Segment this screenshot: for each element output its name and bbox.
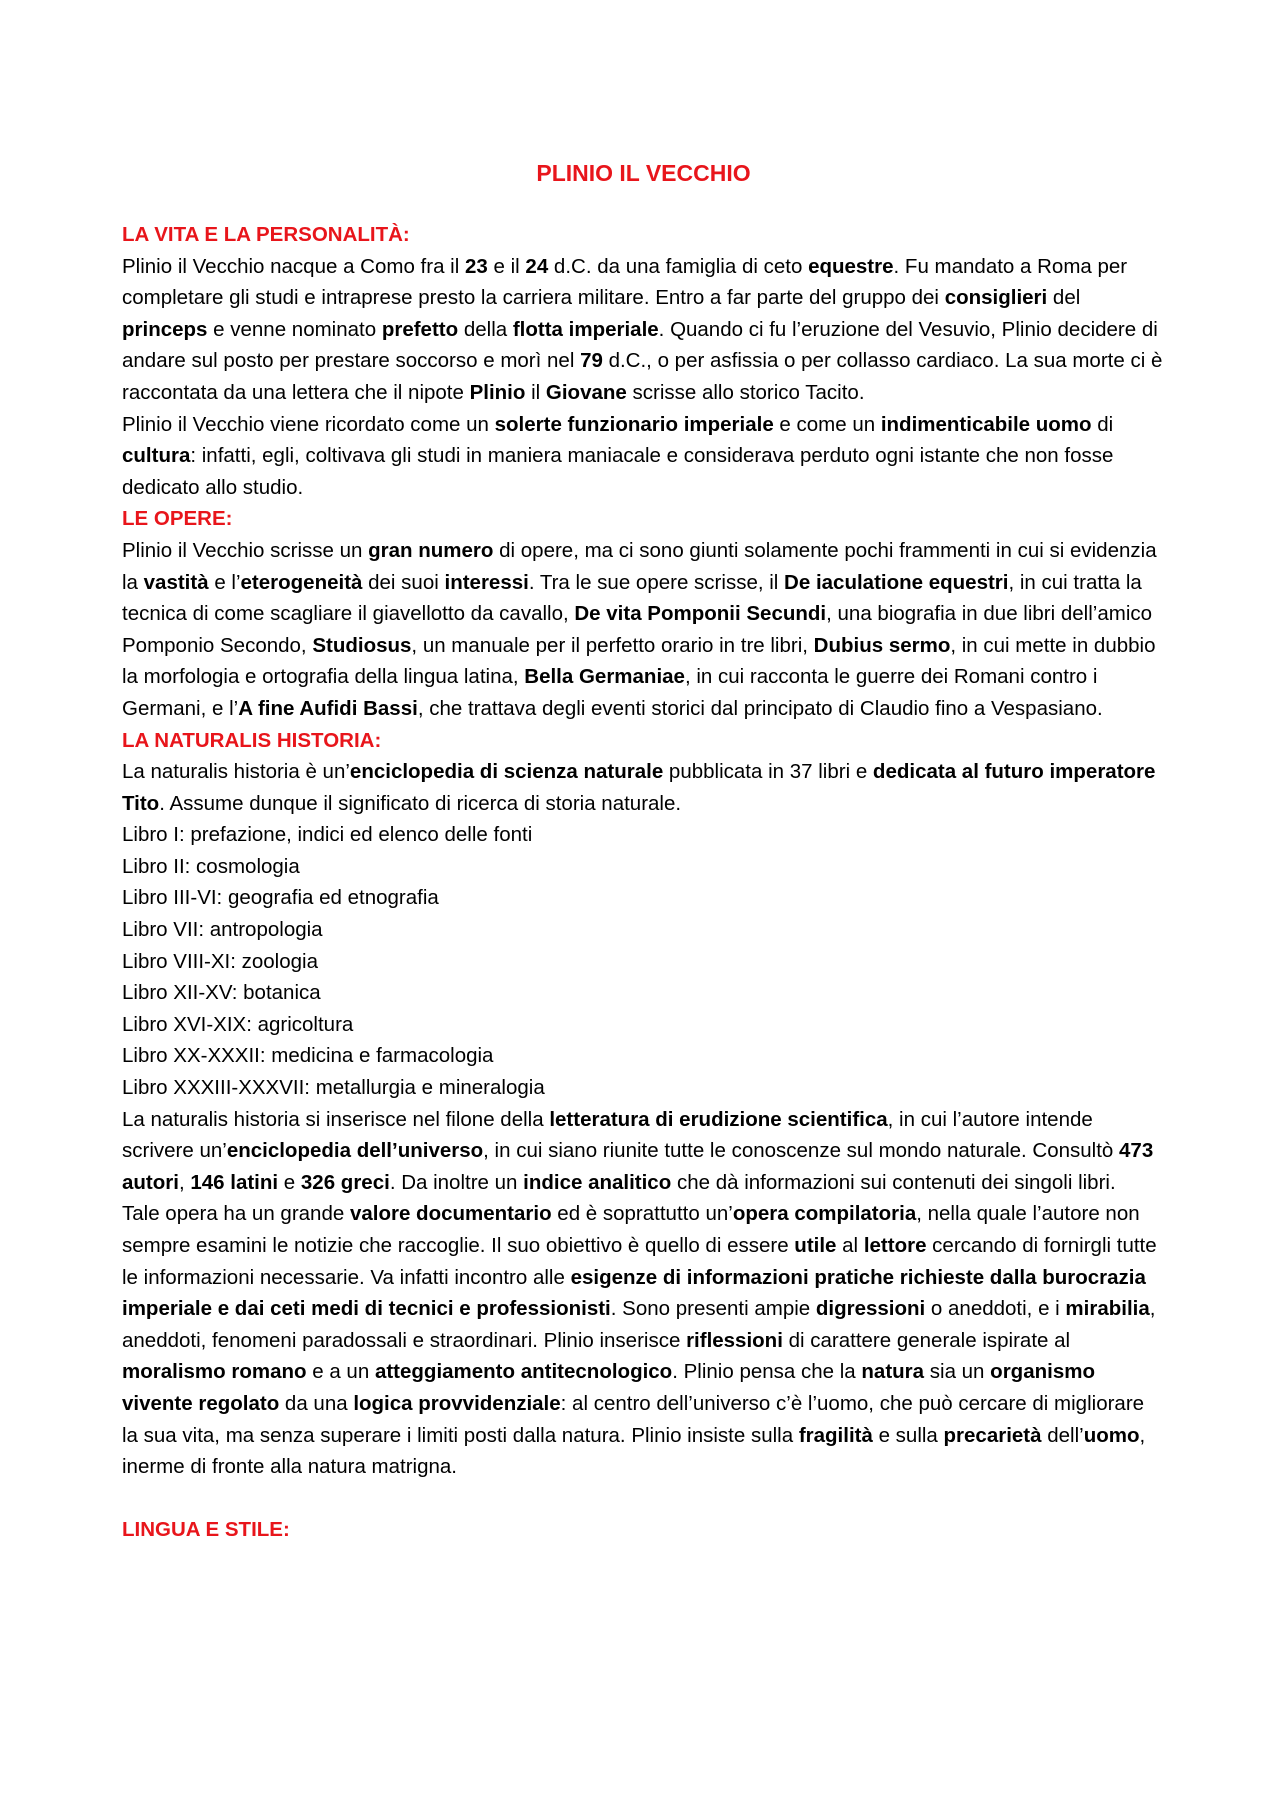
section-naturalis-historia	[122, 725, 1165, 1483]
bold-text: Studiosus	[312, 633, 412, 657]
text-run: Plinio il Vecchio viene ricordato come un	[122, 412, 495, 436]
text-run: : al centro dell’universo c’è l’uomo, che può cercare di migliorare la sua vita, ma senza superare i limiti posti dalla natura. Plinio insiste sulla	[122, 1391, 1145, 1447]
bold-text: De vita Pomponii Secundi	[574, 602, 827, 626]
text-run: Plinio il Vecchio scrisse un	[122, 538, 369, 562]
text-run: , una biografia in due libri dell’amico Pomponio Secondo,	[122, 602, 1153, 657]
bold-text: letteratura di erudizione scientifica	[549, 1107, 888, 1131]
bold-text: 24	[525, 254, 549, 278]
bold-text: indice analitico	[523, 1170, 672, 1194]
bold-text: solerte funzionario imperiale	[494, 412, 774, 436]
text-run: da una	[279, 1391, 354, 1415]
text-run: pubblicata in 37 libri e	[663, 760, 873, 784]
text-run: . Sono presenti ampie	[610, 1297, 816, 1321]
section-heading: LE OPERE:	[122, 507, 233, 531]
text-run: , in cui mette in dubbio la morfologia e ortografia della lingua latina,	[122, 633, 1156, 689]
text-run: al	[836, 1234, 864, 1257]
paragraph	[122, 1104, 1165, 1199]
bold-text: opera compilatoria	[732, 1202, 917, 1226]
text-run: , in cui siano riunite tutte le conoscenze sul mondo naturale. Consultò	[483, 1139, 1120, 1163]
section-opere	[122, 503, 1165, 724]
text-run: e come un	[773, 412, 881, 436]
bold-text: Giovane	[545, 380, 627, 404]
book-list-item: Libro XXXIII-XXXVII: metallurgia e mineralogia	[122, 1076, 545, 1100]
bold-text: De iaculatione equestri	[784, 570, 1009, 594]
bold-text: atteggiamento antitecnologico	[374, 1360, 673, 1384]
text-run: . Quando ci fu l’eruzione del Vesuvio, Plinio decidere di andare sul posto per prestare soccorso e morì nel	[122, 317, 1158, 373]
text-run: dell’	[1041, 1423, 1084, 1447]
text-run: ,	[178, 1170, 191, 1194]
text-run: Plinio il Vecchio nacque a Como fra il	[122, 254, 465, 278]
text-run: di	[1091, 412, 1114, 436]
bold-text: logica provvidenziale	[353, 1391, 561, 1415]
text-run: , aneddoti, fenomeni paradossali e straordinari. Plinio inserisce	[122, 1297, 1156, 1352]
text-run: , in cui racconta le guerre dei Romani contro i Germani, e l’	[122, 665, 1098, 720]
paragraph	[122, 535, 1165, 725]
book-list-item: Libro XX-XXXII: medicina e farmacologia	[122, 1044, 494, 1068]
text-run: scrisse allo storico Tacito.	[626, 380, 865, 404]
text-run: d.C., o per asfissia o per collasso cardiaco. La sua morte ci è raccontata da una lettera che il nipote	[122, 349, 1163, 404]
paragraph	[122, 756, 1165, 819]
book-list-item: Libro XII-XV: botanica	[122, 981, 321, 1005]
text-run: sia un	[924, 1360, 991, 1384]
bold-text: uomo	[1083, 1423, 1140, 1447]
bold-text: vastità	[143, 570, 209, 594]
text-run: La naturalis historia si inserisce nel filone della	[122, 1107, 550, 1131]
book-list-item: Libro VIII-XI: zoologia	[122, 949, 318, 973]
section-heading: LINGUA E STILE:	[122, 1518, 290, 1542]
bold-text: moralismo romano	[122, 1360, 307, 1384]
text-run: , inerme di fronte alla natura matrigna.	[122, 1423, 1146, 1479]
text-run: , nella quale l’autore non sempre esamini le notizie che raccoglie. Il suo obiettivo è quello di essere	[122, 1202, 1140, 1257]
text-run: d.C. da una famiglia di ceto	[548, 254, 809, 278]
bold-text: mirabilia	[1065, 1297, 1150, 1321]
bold-text: precarietà	[943, 1423, 1042, 1447]
text-run: il	[525, 380, 546, 404]
bold-text: 79	[580, 349, 603, 373]
bold-text: gran numero	[368, 538, 494, 562]
text-run: dei suoi	[362, 570, 445, 594]
text-run: Tale opera ha un grande	[122, 1202, 350, 1226]
text-run: di opere, ma ci sono giunti solamente pochi frammenti in cui si evidenzia la	[122, 538, 1157, 594]
text-run: della	[458, 317, 513, 341]
text-run: o aneddoti, e i	[925, 1297, 1066, 1321]
text-run: e sulla	[872, 1423, 944, 1447]
bold-text: utile	[794, 1234, 837, 1257]
bold-text: dedicata al futuro imperatore Tito	[122, 760, 1156, 815]
bold-text: natura	[861, 1360, 925, 1384]
text-run: del	[1047, 286, 1081, 310]
section-vita	[122, 219, 1165, 503]
text-run: cercando di fornirgli tutte le informazioni necessarie. Va infatti incontro alle	[122, 1234, 1157, 1289]
section-heading: LA VITA E LA PERSONALITÀ:	[122, 223, 410, 246]
bold-text: interessi	[444, 570, 529, 594]
text-run: . Tra le sue opere scrisse, il	[528, 570, 785, 594]
bold-text: flotta imperiale	[512, 317, 659, 341]
bold-text: equestre	[808, 254, 894, 278]
book-list-item: Libro II: cosmologia	[122, 854, 300, 878]
bold-text: lettore	[863, 1234, 927, 1257]
text-run: e	[278, 1170, 301, 1194]
bold-text: riflessioni	[686, 1328, 783, 1352]
book-list-item: Libro VII: antropologia	[122, 918, 323, 942]
book-list-item: Libro III-VI: geografia ed etnografia	[122, 886, 439, 910]
section-lingua-stile	[122, 1514, 1165, 1546]
bold-text: eterogeneità	[240, 570, 363, 594]
document-title: PLINIO IL VECCHIO	[536, 160, 751, 186]
bold-text: princeps	[122, 317, 208, 341]
text-run: , in cui tratta la tecnica di come scagliare il giavellotto da cavallo,	[122, 570, 1142, 626]
paragraph	[122, 409, 1165, 504]
blank-line	[122, 1483, 1165, 1515]
bold-text: organismo vivente regolato	[122, 1360, 1095, 1415]
book-list	[122, 819, 1165, 1103]
bold-text: Bella Germaniae	[524, 665, 685, 689]
paragraph	[122, 251, 1165, 409]
text-run: ed è soprattutto un’	[551, 1202, 733, 1226]
bold-text: consiglieri	[944, 286, 1048, 310]
bold-text: esigenze di informazioni pratiche richieste dalla burocrazia imperiale e dai ceti medi di tecnici e professionisti	[122, 1265, 1146, 1321]
book-list-item: Libro I: prefazione, indici ed elenco delle fonti	[122, 823, 533, 847]
paragraph	[122, 1198, 1165, 1482]
text-run: . Da inoltre un	[389, 1170, 524, 1194]
bold-text: 146 latini	[190, 1170, 279, 1194]
bold-text: enciclopedia dell’universo	[226, 1139, 484, 1163]
text-run: , che trattava degli eventi storici dal principato di Claudio fino a Vespasiano.	[417, 696, 1103, 720]
text-run: La naturalis historia è un’	[122, 760, 350, 784]
bold-text: A fine Aufidi Bassi	[238, 696, 418, 720]
bold-text: 473 autori	[122, 1139, 1154, 1194]
text-run: : infatti, egli, coltivava gli studi in maniera maniacale e considerava perduto ogni istante che non fosse dedicato allo studio.	[122, 444, 1114, 499]
bold-text: 326 greci	[300, 1170, 390, 1194]
text-run: , in cui l’autore intende scrivere un’	[122, 1107, 1093, 1163]
bold-text: cultura	[122, 444, 191, 468]
section-heading: LA NATURALIS HISTORIA:	[122, 728, 382, 752]
text-run: e il	[487, 254, 526, 278]
text-run: . Fu mandato a Roma per completare gli studi e intraprese presto la carriera militare. Entro a far parte del gruppo dei	[122, 254, 1128, 310]
text-run: e venne nominato	[207, 317, 382, 341]
text-run: di carattere generale ispirate al	[782, 1328, 1071, 1352]
bold-text: digressioni	[815, 1297, 926, 1321]
bold-text: 23	[465, 254, 488, 278]
text-run: , un manuale per il perfetto orario in tre libri,	[411, 633, 814, 657]
bold-text: enciclopedia di scienza naturale	[349, 760, 664, 784]
text-run: . Plinio pensa che la	[672, 1360, 862, 1384]
bold-text: prefetto	[381, 317, 459, 341]
bold-text: Dubius sermo	[813, 633, 951, 657]
text-run: . Assume dunque il significato di ricerca di storia naturale.	[159, 791, 682, 815]
text-run: che dà informazioni sui contenuti dei singoli libri.	[671, 1170, 1116, 1194]
book-list-item: Libro XVI-XIX: agricoltura	[122, 1012, 354, 1036]
bold-text: fragilità	[798, 1423, 873, 1447]
text-run: e a un	[306, 1360, 375, 1384]
bold-text: Plinio	[469, 380, 526, 404]
bold-text: valore documentario	[349, 1202, 552, 1226]
bold-text: indimenticabile uomo	[880, 412, 1092, 436]
text-run: e l’	[208, 570, 241, 594]
